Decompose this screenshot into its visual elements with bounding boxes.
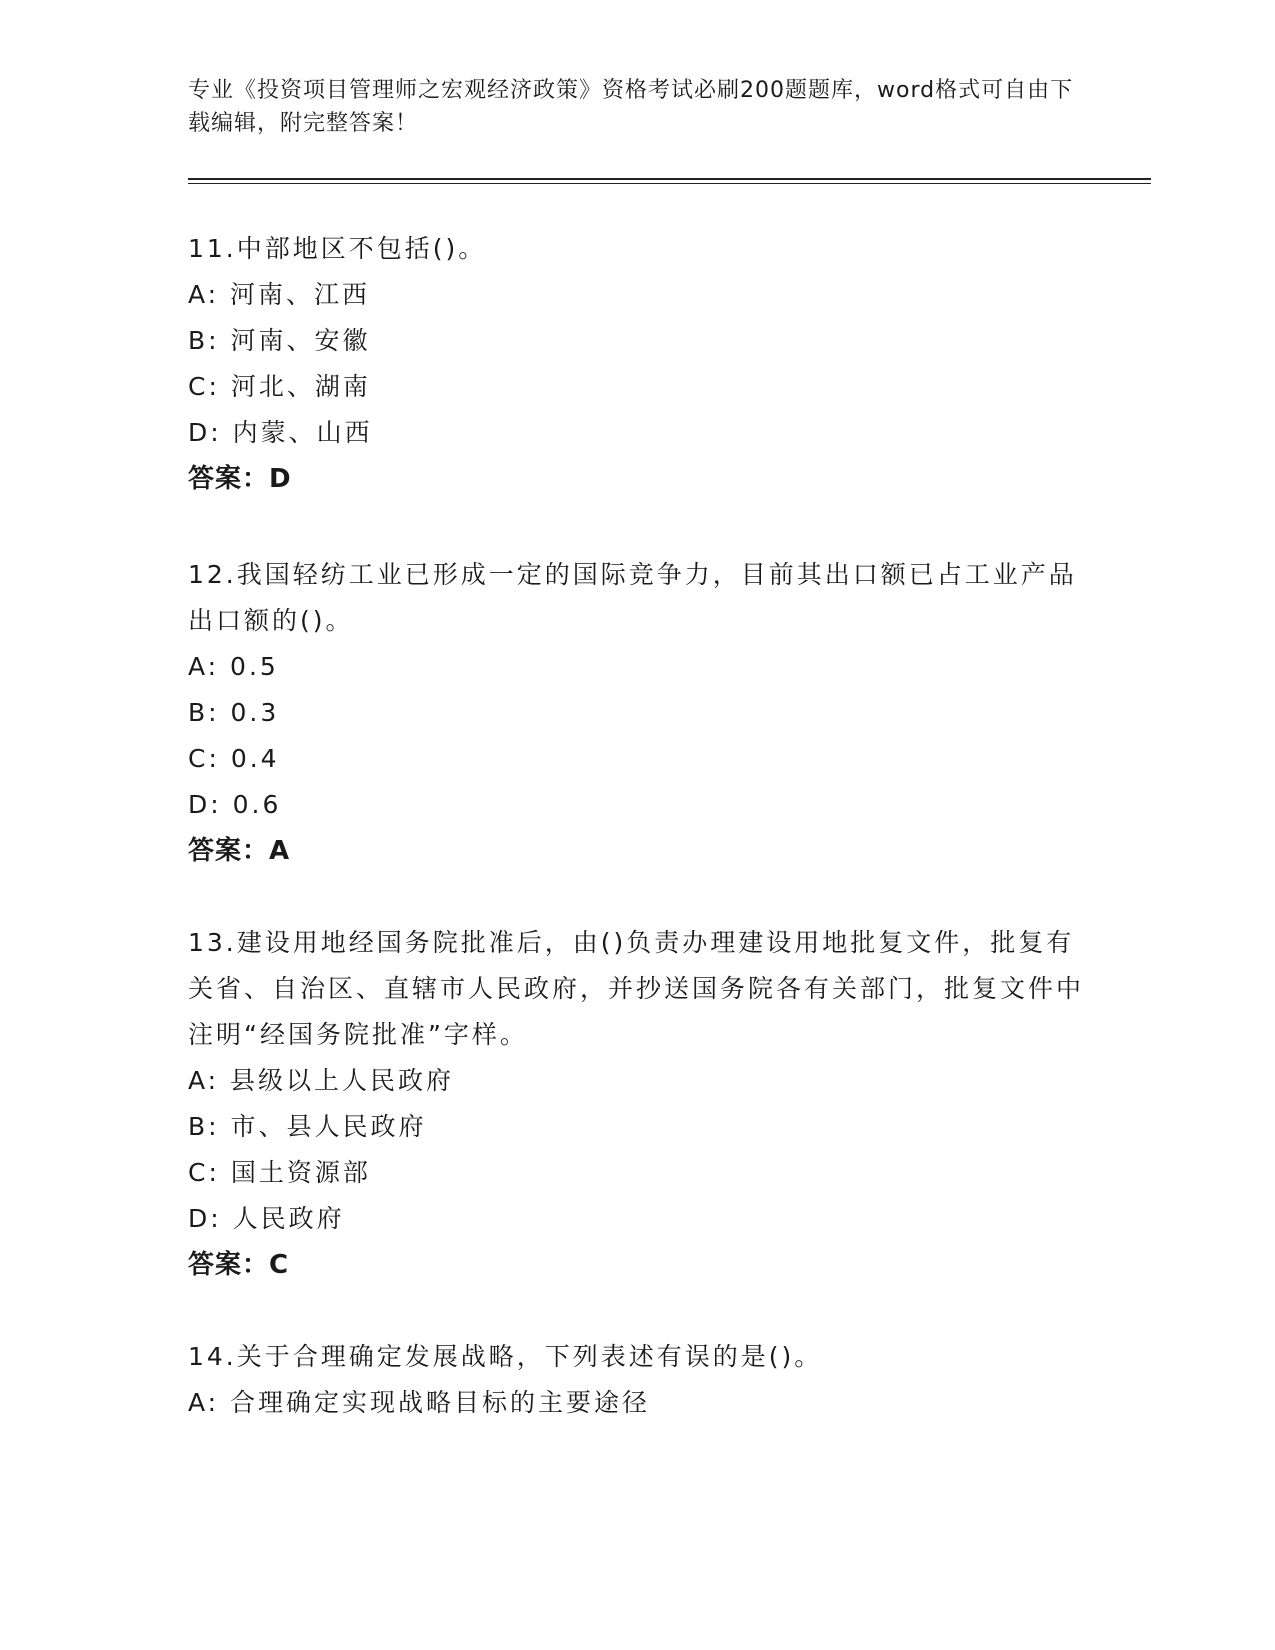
answer: 答案：A xyxy=(188,836,291,866)
option-a: A: 县级以上人民政府 xyxy=(188,1066,455,1095)
option-b: B: 河南、安徽 xyxy=(188,326,371,355)
question-stem: 13.建设用地经国务院批准后，由()负责办理建设用地批复文件，批复有关省、自治区、直辖市人民政府，并抄送国务院各有关部门，批复文件中注明“经国务院批准”字样。 xyxy=(188,928,1085,1049)
document-header: 专业《投资项目管理师之宏观经济政策》资格考试必刷200题题库，word格式可自由下载编辑，附完整答案！ xyxy=(188,78,1074,136)
question-stem: 11.中部地区不包括()。 xyxy=(188,234,487,263)
option-d: D: 0.6 xyxy=(188,790,282,819)
option-d: D: 内蒙、山西 xyxy=(188,418,373,447)
question-13 xyxy=(188,920,1088,1288)
question-11 xyxy=(188,226,1088,502)
question-14 xyxy=(188,1334,1088,1426)
option-c: C: 河北、湖南 xyxy=(188,372,371,401)
option-c: C: 国土资源部 xyxy=(188,1158,371,1187)
question-stem: 12.我国轻纺工业已形成一定的国际竞争力，目前其出口额已占工业产品出口额的()。 xyxy=(188,560,1077,635)
option-a: A: 河南、江西 xyxy=(188,280,371,309)
option-b: B: 市、县人民政府 xyxy=(188,1112,427,1141)
option-a: A: 合理确定实现战略目标的主要途径 xyxy=(188,1388,651,1417)
answer: 答案：C xyxy=(188,1250,290,1280)
option-d: D: 人民政府 xyxy=(188,1204,345,1233)
header-divider-thick xyxy=(188,178,1151,180)
option-a: A: 0.5 xyxy=(188,652,279,681)
question-12 xyxy=(188,552,1088,874)
question-stem: 14.关于合理确定发展战略，下列表述有误的是()。 xyxy=(188,1342,823,1371)
option-b: B: 0.3 xyxy=(188,698,280,727)
option-c: C: 0.4 xyxy=(188,744,280,773)
answer: 答案：D xyxy=(188,464,292,494)
header-divider-thin xyxy=(188,183,1151,184)
